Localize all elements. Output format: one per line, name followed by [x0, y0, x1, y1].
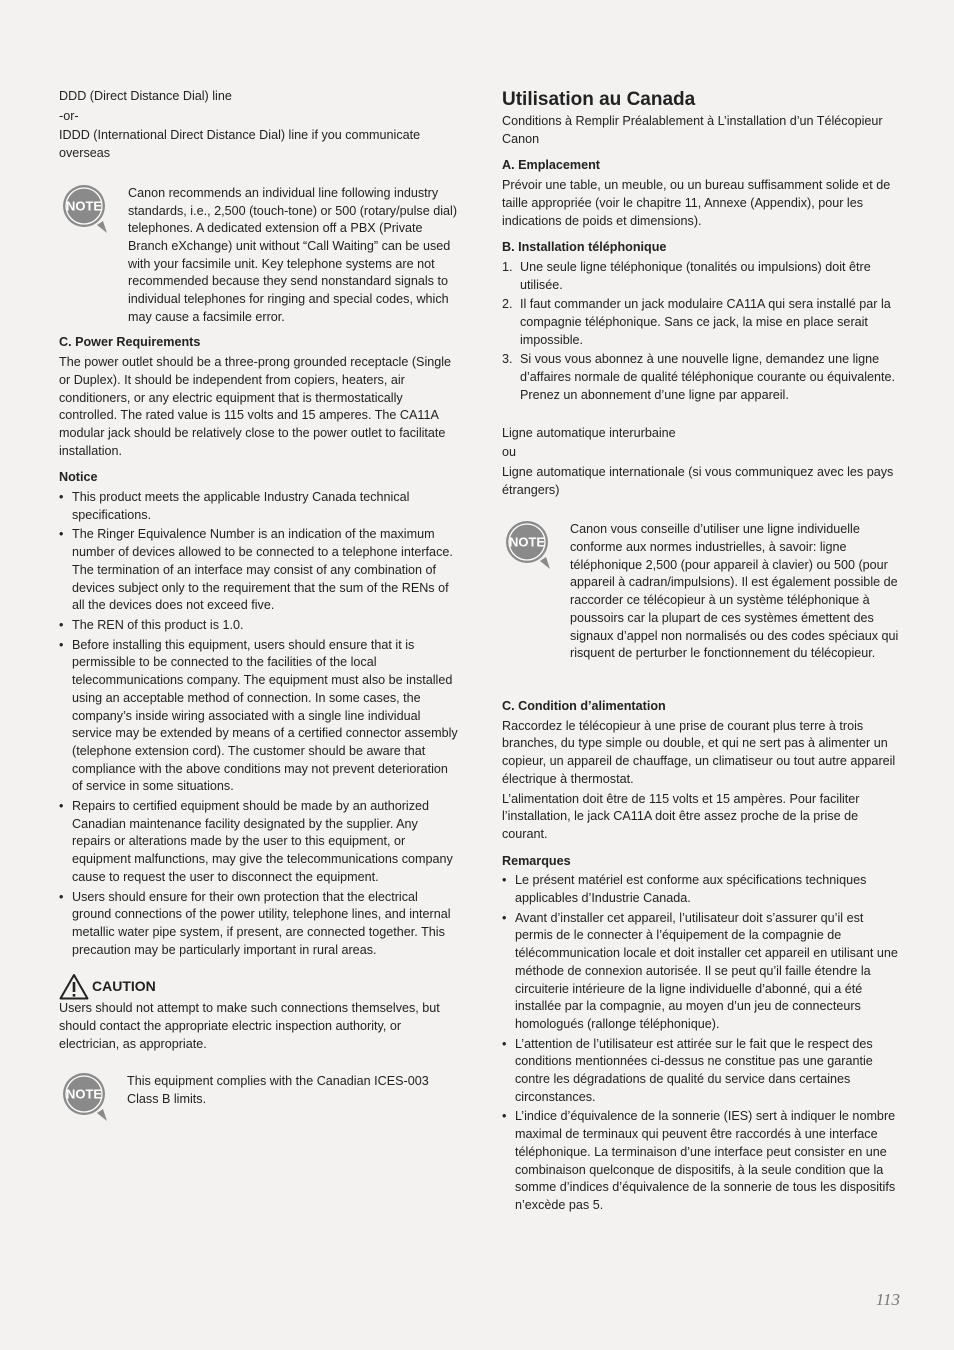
- list-item: • L’attention de l’utilisateur est attirée sur le fait que le respect des conditions mentionnées ci-dessus ne constitue pas une garantie contre les dégradations de qualité du service dans certaines circonstances.: [502, 1036, 902, 1107]
- list-item: • Before installing this equipment, users should ensure that it is permissible to be connected to the facilities of the local telecommunications company. The equipment must also be installed using an acceptable method of connection. In some cases, the company’s inside wiring associated with a single line individual service may be extended by means of a certified connector assembly (telephone extension cord). The customer should be aware that compliance with the above conditions may not prevent deterioration of service in some situations.: [59, 637, 459, 796]
- alimentation-heading: C. Condition d’alimentation: [502, 698, 666, 713]
- intro-text: Conditions à Remplir Préalablement à L’installation d’un Télécopieur Canon: [502, 114, 883, 146]
- page-title: Utilisation au Canada: [502, 89, 696, 110]
- remarques-heading: Remarques: [502, 853, 571, 868]
- installation-list: [502, 259, 902, 405]
- page-number: 113: [875, 1290, 900, 1309]
- emplacement-heading: A. Emplacement: [502, 158, 600, 173]
- left-column: [59, 88, 459, 1125]
- list-item: • Avant d’installer cet appareil, l’utilisateur doit s’assurer qu’il est permis de le connecter à l’équipement de la compagnie de télécommunication locale et doit installer cet appareil en utilisant une méthode de connexion autorisée. Il se peut qu’il faille étendre la circuiterie intérieure de la ligne individuelle d’abonné, qui a été installée par la compagnie, au moyen d’un jeu de connecteurs homologués (rallonge téléphonique).: [502, 910, 902, 1034]
- right-column: [502, 88, 902, 1217]
- caution-heading: [59, 973, 459, 1000]
- list-item: • The REN of this product is 1.0.: [59, 617, 459, 635]
- list-item: • The Ringer Equivalence Number is an indication of the maximum number of devices allowed to be connected to a telephone interface. The termination of an interface may consist of any combination of devices subject only to the requirement that the sum of the RENs of all the devices does not exceed five.: [59, 526, 459, 615]
- line-type-ddd: DDD (Direct Distance Dial) line: [59, 89, 232, 103]
- power-requirements-text: The power outlet should be a three-prong grounded receptacle (Single or Duplex). It should be independent from copiers, heaters, air conditioners, or any electric equipment that is thermostatically controlled. The rated value is 115 volts and 15 amperes. The CA11A modular jack should be relatively close to the power outlet to facilitate installation.: [59, 355, 452, 458]
- power-requirements-heading: C. Power Requirements: [59, 335, 201, 350]
- note-label: NOTE: [508, 534, 546, 550]
- note-icon: [59, 185, 127, 237]
- line-type-interurbaine: Ligne automatique interurbaine: [502, 425, 676, 440]
- note-text-ices: This equipment complies with the Canadian ICES-003 Class B limits.: [127, 1074, 429, 1107]
- caution-label: CAUTION: [92, 977, 156, 994]
- list-item: • Users should ensure for their own protection that the electrical ground connections of the power utility, telephone lines, and internal metallic water pipe system, if present, are connected together. This precaution may be particularly important in rural areas.: [59, 889, 459, 960]
- alimentation-text-1: Raccordez le télécopieur à une prise de courant plus terre à trois branches, du type simple ou double, et qui ne sert pas à alimenter un copieur, un appareil de chauffage, un climatiseur ou tout autre appareil électrique à thermostat.: [502, 718, 896, 786]
- warning-icon: [59, 973, 89, 1000]
- note-text-line: Canon recommends an individual line following industry standards, i.e., 2,500 (touch-tone) or 500 (rotary/pulse dial) telephones. A dedicated extension off a PBX (Private Branch eXchange) unit without “Call Waiting” can be used with your facsimile unit. Key telephone systems are not recommended because they send nonstandard signals to individual telephones for ringing and special codes, which may cause a facsimile error.: [128, 185, 458, 324]
- line-type-or: -or-: [59, 108, 79, 123]
- note-icon: [59, 1073, 127, 1125]
- list-item: 3. Si vous vous abonnez à une nouvelle ligne, demandez une ligne d’affaires normale de qualité téléphonique courante ou équivalente. Prenez un abonnement d’une ligne par appareil.: [502, 352, 896, 402]
- note-block-line: [59, 185, 459, 327]
- remarques-list: [502, 872, 902, 1214]
- installation-heading: B. Installation téléphonique: [502, 240, 667, 255]
- list-item: • L’indice d’équivalence de la sonnerie (IES) sert à indiquer le nombre maximal de terminaux qui peuvent être raccordés à une interface téléphonique. La terminaison d’une interface peut consister en une combinaison quelconque de dispositifs, à la seule condition que la somme d’indices d’équivalence de la sonnerie de tous les dispositifs n’excède pas 5.: [502, 1108, 902, 1214]
- notice-heading: Notice: [59, 470, 98, 485]
- alimentation-text-2: L’alimentation doit être de 115 volts et 15 ampères. Pour faciliter l’installation, le jack CA11A doit être assez proche de la prise de courant.: [502, 791, 860, 841]
- list-item: 2. Il faut commander un jack modulaire CA11A qui sera installé par la compagnie téléphonique. Sans ce jack, la mise en place serait impossible.: [502, 297, 891, 347]
- caution-text: Users should not attempt to make such connections themselves, but should contact the appropriate electric inspection authority, or electrician, as appropriate.: [59, 1001, 440, 1051]
- line-type-ou: ou: [502, 445, 517, 460]
- list-item: • Le présent matériel est conforme aux spécifications techniques applicables d’Industrie Canada.: [502, 872, 902, 907]
- note-block-ices: [59, 1073, 459, 1125]
- list-item: 1. Une seule ligne téléphonique (tonalités ou impulsions) doit être utilisée.: [502, 259, 871, 292]
- note-label: NOTE: [65, 1086, 103, 1102]
- list-item: • This product meets the applicable Industry Canada technical specifications.: [59, 489, 459, 524]
- note-block-fr: [502, 521, 902, 663]
- emplacement-text: Prévoir une table, un meuble, ou un bureau suffisamment solide et de taille appropriée (voir le chapitre 11, Annexe (Appendix), pour les indications de poids et dimensions).: [502, 178, 891, 228]
- line-type-internationale: Ligne automatique internationale (si vous communiquez avec les pays étrangers): [502, 464, 894, 497]
- list-item: • Repairs to certified equipment should be made by an authorized Canadian maintenance facility designated by the supplier. Any repairs or alterations made by the user to this equipment, or equipment malfunctions, may give the telecommunications company cause to request the user to disconnect the equipment.: [59, 798, 459, 887]
- note-icon: [502, 521, 570, 573]
- notice-list: [59, 489, 459, 959]
- line-type-iddd: IDDD (International Direct Distance Dial) line if you communicate overseas: [59, 128, 421, 161]
- note-label: NOTE: [65, 198, 103, 214]
- note-text-fr: Canon vous conseille d’utiliser une ligne individuelle conforme aux normes industrielles, à savoir: ligne téléphonique 2,500 (pour appareil à clavier) ou 500 (pour appareil à cadran/impulsions). Il est également possible de raccorder ce télécopieur à un système téléphonique à poussoirs car la plupart de ces systèmes émettent des signaux d’appel non normalisés ou des codes spéciaux qui risquent de perturber le fonctionnement du télécopieur.: [570, 522, 899, 661]
